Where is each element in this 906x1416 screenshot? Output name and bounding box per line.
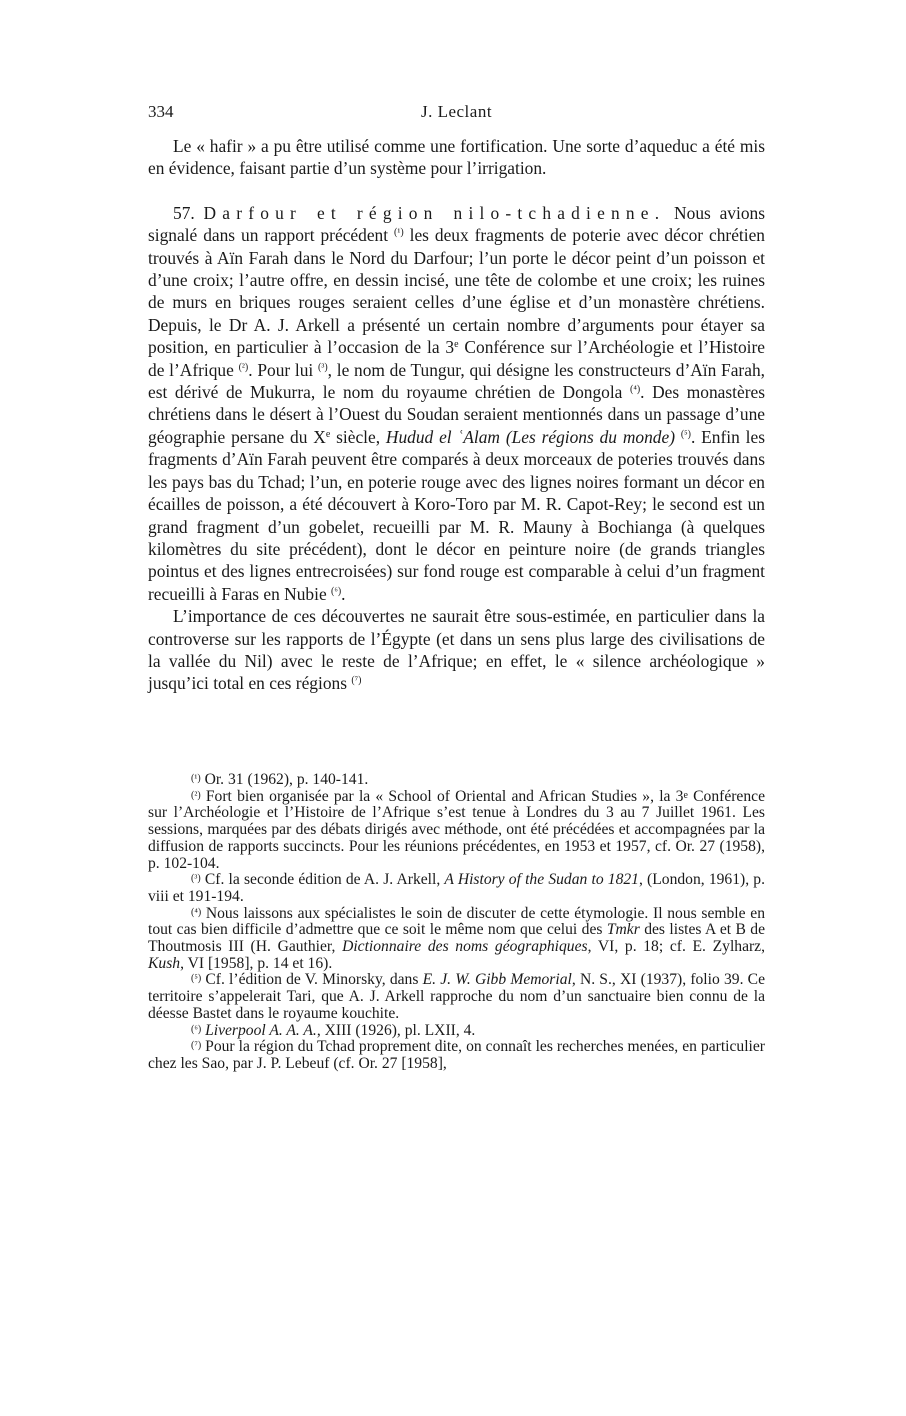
section-heading: Darfour et région nilo-tchadienne. [203,202,666,223]
italic-title: Hudud el ʿAlam (Les régions du monde) [385,426,675,447]
page-header [148,102,765,126]
footnote-ref: (⁷) [351,675,362,687]
footnote-2: $^{(^2)}$ Fort bien organisée par la « School of Oriental and African Studies », la 3e Conférence sur l’Archéologie et l’Histoire de l’Afrique s’est tenue à Londres du 3 au 7 Juillet 1961. Les sessions, marquées par des débats dirigés avec méthode, ont été précédées et accompagnées par la diffusion de rapports succincts. Pour les réunions précédentes, en 1953 et 1957, cf. Or. 27 (1958), p. 102-104. [148,787,765,872]
footnote-5: $^{(^5)}$ Cf. l’édition de V. Minorsky, dans E. J. W. Gibb Memorial, N. S., XI (1937), folio 39. Ce territoire s’appelerait Tari, que A. J. Arkell rapproche du nom d’un sanctuaire bien connu de la déesse Bastet dans le royaume kouchite. [148,971,765,1022]
footnote-ref: (⁶) [331,585,342,597]
section-57-paragraph: 57. Darfour et région nilo-tchadienne. Nous avions signalé dans un rapport précédent $^{(^1)}$ les deux fragments de poterie avec décor chrétien trouvés à Aïn Farah dans le Nord du Darfour; l’un porte le décor peint d’un poisson et d’une croix; l’autre offre, en dessin incisé, une tête de colombe et une croix; les ruines de murs en briques rouges seraient celles d’une église et d’un monastère chrétiens. Depuis, le Dr A. J. Arkell a présenté un certain nombre d’arguments pour étayer sa position, en particulier à l’occasion de la 3e Conférence sur l’Archéologie et l’Histoire de l’Afrique $^{(^2)}$. Pour lui $^{(^3)}$, le nom de Tungur, qui désigne les constructeurs d’Aïn Farah, est dérivé de Mukurra, le nom du royaume chrétien de Dongola $^{(^4)}$. Des monastères chrétiens dans le désert à l’Ouest du Soudan seraient mentionnés dans un passage d’une géographie persane du Xe siècle, Hudud el ʿAlam (Les régions du monde) $^{(^5)}$. Enfin les fragments d’Aïn Farah peuvent être comparés à deux morceaux de poteries trouvés dans les pays bas du Tchad; l’un, en poterie rouge avec des lignes noires formant un décor en écailles de poisson, a été découvert à Koro-Toro par M. R. Capot-Rey; le second est un grand fragment d’un gobelet, recueilli par M. R. Mauny à Bochianga (à quelques kilomètres du site précédent), dont le décor en peinture noire (de grands triangles pointus et des lignes entrecroisées) sur fond rouge est comparable à celui d’un fragment recueilli à Faras en Nubie $^{(^6)}$. [148,202,765,604]
footnote-6: $^{(^6)}$ Liverpool A. A. A., XIII (1926), pl. LXII, 4. [191,1021,476,1039]
paragraph: Le « hafir » a pu être utilisé comme une fortification. Une sorte d’aqueduc a été mis en évidence, faisant partie d’un système pour l’irrigation. [148,136,765,179]
page-number: 334 [148,102,174,121]
footnote-ref: (³) [318,361,328,373]
footnote-ref: (⁵) [680,428,691,440]
paragraph: L’importance de ces découvertes ne saurait être sous-estimée, en particulier dans la controverse sur les rapports de l’Égypte (et dans un sens plus large des civilisations de la vallée du Nil) avec le reste de l’Afrique; en effet, le « silence archéologique » jusqu’ici total en ces régions $^{(^7)}$ [148,606,765,694]
footnotes [148,772,765,1073]
footnote-3: $^{(^3)}$ Cf. la seconde édition de A. J. Arkell, A History of the Sudan to 1821, (London, 1961), p. viii et 191-194. [148,871,765,905]
footnote-ref: (²) [238,361,249,373]
footnote-1: $^{(^1)}$ Or. 31 (1962), p. 140-141. [191,771,369,788]
footnote-4: $^{(^4)}$ Nous laissons aux spécialistes le soin de discuter de cette étymologie. Il nous semble en tout cas bien difficile d’admettre que ce soit le même nom que celui des Tmkr des listes A et B de Thoutmosis III (H. Gauthier, Dictionnaire des noms géographiques, VI, p. 18; cf. E. Zylharz, Kush, VI [1958], p. 14 et 16). [148,904,766,972]
footnote-ref: (¹) [394,227,404,239]
section-number: 57. [173,202,195,223]
running-head: J. Leclant [420,102,493,121]
footnote-ref: (⁴) [630,384,641,396]
footnote-7: $^{(^7)}$ Pour la région du Tchad proprement dite, on connaît les recherches menées, en particulier chez les Sao, par J. P. Lebeuf (cf. Or. 27 [1958], [148,1038,765,1072]
main-text [148,135,765,695]
